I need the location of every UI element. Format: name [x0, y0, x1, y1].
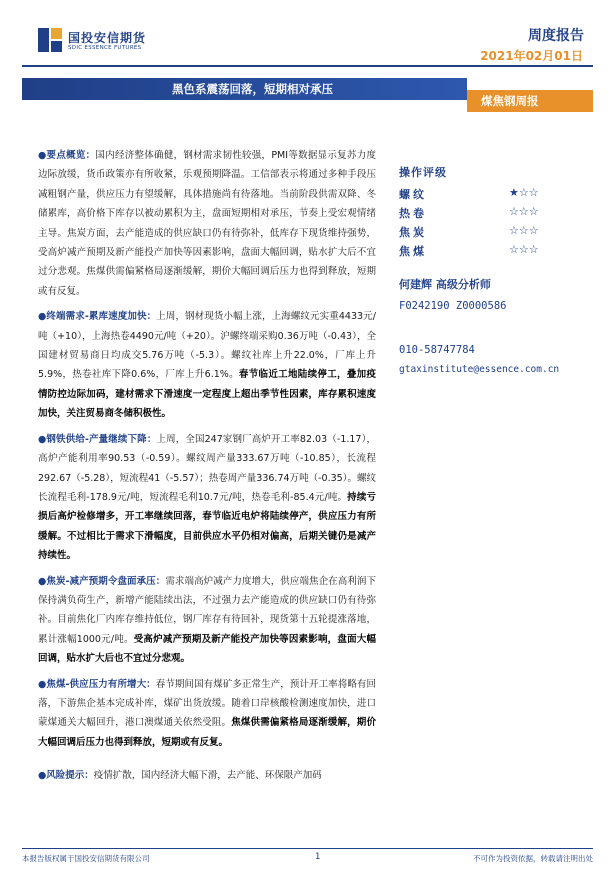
header-divider — [22, 65, 593, 67]
rating-name: 螺纹 — [399, 188, 427, 201]
company-name-en: SDIC ESSENCE FUTURES — [68, 45, 142, 51]
report-header — [0, 0, 615, 70]
contact-email[interactable]: gtaxinstitute@essence.com.cn — [399, 364, 560, 375]
summary-paragraph — [38, 146, 376, 301]
coke-paragraph — [38, 572, 376, 669]
risk-paragraph — [38, 766, 376, 785]
rating-row-coke — [399, 224, 609, 243]
footer-copyright: 本报告版权属于国投安信期货有限公司 — [22, 854, 150, 863]
page-number: 1 — [315, 852, 321, 862]
contact-phone: 010-58747784 — [399, 344, 475, 356]
report-date: 2021年02月01日 — [480, 49, 583, 63]
coking-coal-emphasis: 焦煤供需偏紧格局逐渐缓解，期价大幅回调后压力也得到释放，短期或有反复。 — [38, 717, 376, 748]
report-title: 黑色系震荡回落，短期相对承压 — [172, 82, 333, 96]
rating-title: 操作评级 — [399, 166, 447, 179]
rating-row-coking-coal — [399, 243, 609, 262]
analyst-name: 何建辉 高级分析师 — [399, 278, 491, 291]
rating-row-hot-coil — [399, 205, 609, 224]
rating-name: 焦炭 — [399, 226, 427, 239]
rating-stars-icon: ☆☆☆ — [509, 205, 539, 218]
risk-heading: ●风险提示： — [38, 770, 94, 782]
coke-emphasis: 受高炉减产预期及新产能投产加快等因素影响，盘面大幅回调，贴水扩大后也不宜过分悲观。 — [38, 633, 376, 665]
coking-coal-paragraph — [38, 675, 376, 753]
rating-stars-icon: ★☆☆ — [509, 186, 539, 199]
supply-emphasis: 持续亏损后高炉检修增多，开工率继续回落，春节临近电炉将陆续停产，供应压力有所缓解。不过相比于需求下滑幅度，目前供应水平仍相对偏高，后期关键仍是减产持续性。 — [38, 491, 376, 562]
rating-stars-icon: ☆☆☆ — [509, 224, 539, 237]
company-name-cn: 国投安信期货 — [68, 31, 147, 45]
supply-heading: ●钢铁供给-产量继续下降： — [38, 433, 157, 445]
coking-coal-text: 春节期间国有煤矿多正常生产，预计开工率将略有回落，下游焦企基本完成补库，煤矿出货放缓。随着口岸核酸检测速度加快，进口蒙煤通关大幅回升，港口澳煤通关依然受阻。 — [38, 678, 376, 729]
demand-emphasis: 春节临近工地陆续停工，叠加疫情防控边际加码，建材需求下滑速度一定程度上超出季节性因素，库存累积速度加快，关注贸易商冬储积极性。 — [38, 369, 376, 420]
demand-text: 上周，钢材现货小幅上涨，上海螺纹元实重4433元/吨（+10），上海热卷4490元/吨（+20）。沪螺终端采购0.36万吨（-0.43），全国建材贸易商日均成交5.76万吨（-5.3）。螺纹社库上升22.0%，厂库上升5.9%，热卷社库下降0.6%，厂库上升6.1%。 — [38, 311, 376, 381]
supply-text: 上周，全国247家钢厂高炉开工率82.03（-1.17），高炉产能利用率90.53（-0.59）。螺纹周产量333.67万吨（-10.85），长流程292.67（-5.28），短流程41（-5.57）；热卷周产量336.74万吨（-0.35）。螺纹长流程毛利-178.9元/吨，短流程毛利10.7元/吨，热卷毛利-85.4元/吨。 — [38, 433, 376, 503]
sidebar — [399, 164, 609, 375]
demand-paragraph — [38, 307, 376, 423]
main-content — [38, 146, 376, 792]
coking-coal-heading: ●焦煤-供应压力有所增大： — [38, 678, 156, 690]
risk-text: 疫情扩散，国内经济大幅下滑，去产能、环保限产加码 — [93, 770, 322, 782]
analyst-cert-ids: F0242190 Z0000586 — [399, 300, 507, 312]
title-banner — [22, 78, 467, 100]
coke-text: 需求端高炉减产力度增大，供应端焦企在高利润下保持满负荷生产，新增产能陆续出法，不过强力去产能造成的供应缺口仍有待弥补。目前焦化厂内库存维持低位，钢厂库存有待回补，现货第十五轮提涨落地，累计涨幅1000元/吨。 — [38, 575, 376, 645]
footer-divider — [22, 848, 593, 849]
report-type: 周度报告 — [528, 28, 584, 44]
rating-row-rebar — [399, 186, 609, 205]
rating-name: 热卷 — [399, 207, 427, 220]
rating-name: 焦煤 — [399, 245, 427, 258]
category-tag-label: 煤焦钢周报 — [481, 94, 539, 108]
supply-paragraph — [38, 430, 376, 566]
rating-stars-icon: ☆☆☆ — [509, 243, 539, 256]
summary-heading: ●要点概览： — [38, 150, 96, 161]
summary-text: 国内经济整体确健，钢材需求韧性较强，PMI等数据显示复苏力度边际放缓，货币政策亦有所收紧，乐观预期降温。工信部表示将通过多种手段压减粗钢产量，供应压力有望缓解，具体措施尚有待落地。当前阶段供需双降、冬储累库，高价格下库存以被动累积为主，盘面短期相对承压，节奏上受宏观情绪主导。焦炭方面，去产能造成的供应缺口仍有待弥补，低库存下现货维持强势，受高炉减产预期及新产能投产加快等因素影响，盘面大幅回调，贴水扩大后不宜过分悲观。焦煤供需偏紧格局逐渐缓解，期价大幅回调后压力也得到释放，短期或有反复。 — [38, 150, 376, 297]
company-logo-icon — [38, 28, 62, 52]
footer-disclaimer: 不可作为投资依据，转载请注明出处 — [473, 854, 593, 863]
category-tag — [467, 90, 593, 112]
demand-heading: ●终端需求-累库速度加快： — [38, 311, 157, 323]
coke-heading: ●焦炭-减产预期令盘面承压： — [38, 575, 166, 587]
